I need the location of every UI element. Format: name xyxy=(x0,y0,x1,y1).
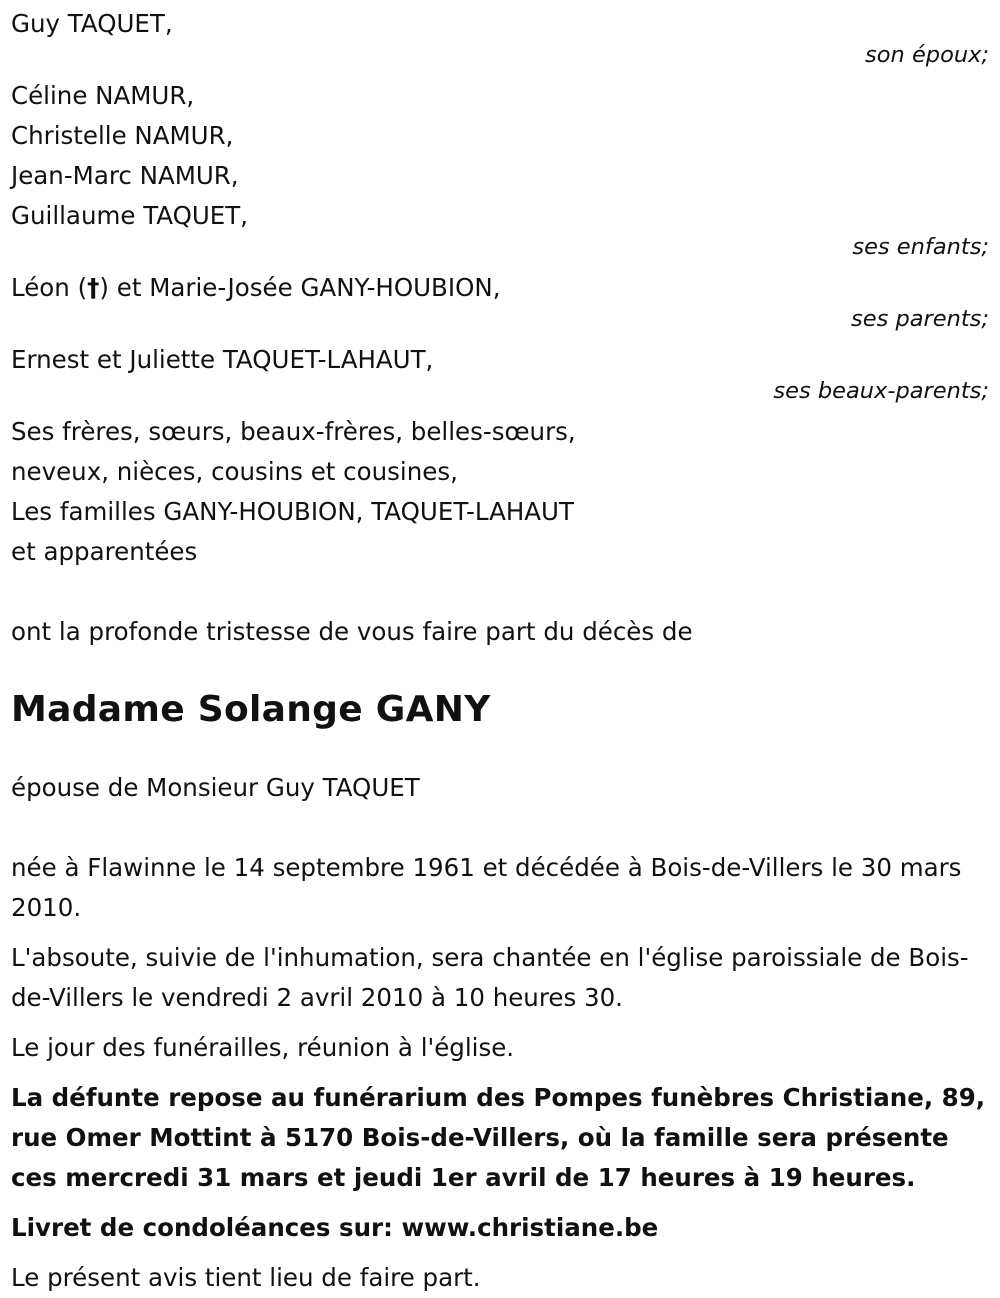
spouse-role: son époux; xyxy=(865,42,989,68)
parents-section xyxy=(11,268,989,332)
extended-family-section xyxy=(11,412,989,572)
deceased-name: Madame Solange GANY xyxy=(11,689,491,730)
parents-names-before: Léon ( xyxy=(11,273,88,302)
announcement-text: ont la profonde tristesse de vous faire part du décès de xyxy=(11,617,693,646)
parents-names xyxy=(11,268,989,308)
children-role: ses enfants; xyxy=(852,234,989,260)
in-laws-role: ses beaux-parents; xyxy=(773,378,989,404)
in-laws-section xyxy=(11,340,989,404)
deceased-cross-icon: † xyxy=(87,273,100,302)
birth-death-text: née à Flawinne le 14 septembre 1961 et décédée à Bois-de-Villers le 30 mars 2010. xyxy=(11,853,962,922)
condolences-text: Livret de condoléances sur: www.christiane.be xyxy=(11,1213,659,1242)
children-section xyxy=(11,76,989,260)
child-name: Céline NAMUR, xyxy=(11,81,195,110)
ceremony-text: L'absoute, suivie de l'inhumation, sera chantée en l'église paroissiale de Bois-de-Villers le vendredi 2 avril 2010 à 10 heures 30. xyxy=(11,943,969,1012)
in-laws-names: Ernest et Juliette TAQUET-LAHAUT, xyxy=(11,345,434,374)
parents-role: ses parents; xyxy=(851,306,989,332)
obituary-notice xyxy=(11,4,989,1298)
parents-names-after: ) et Marie-Josée GANY-HOUBION, xyxy=(99,273,501,302)
funerarium-text: La défunte repose au funérarium des Pompes funèbres Christiane, 89, rue Omer Mottint à 5170 Bois-de-Villers, où la famille sera présente ces mercredi 31 mars et jeudi 1er avril de 17 heures à 19 heures. xyxy=(11,1083,986,1192)
child-name: Jean-Marc NAMUR, xyxy=(11,161,239,190)
family-line: Ses frères, sœurs, beaux-frères, belles-sœurs, xyxy=(11,417,576,446)
child-name: Christelle NAMUR, xyxy=(11,121,234,150)
family-line: et apparentées xyxy=(11,537,198,566)
family-line: Les familles GANY-HOUBION, TAQUET-LAHAUT xyxy=(11,497,574,526)
reunion-text: Le jour des funérailles, réunion à l'église. xyxy=(11,1033,515,1062)
spouse-name: Guy TAQUET, xyxy=(11,9,173,38)
spouse-of-text: épouse de Monsieur Guy TAQUET xyxy=(11,773,420,802)
family-line: neveux, nièces, cousins et cousines, xyxy=(11,457,458,486)
child-name: Guillaume TAQUET, xyxy=(11,201,249,230)
spouse-section xyxy=(11,4,989,68)
closing-text: Le présent avis tient lieu de faire part. xyxy=(11,1263,481,1292)
